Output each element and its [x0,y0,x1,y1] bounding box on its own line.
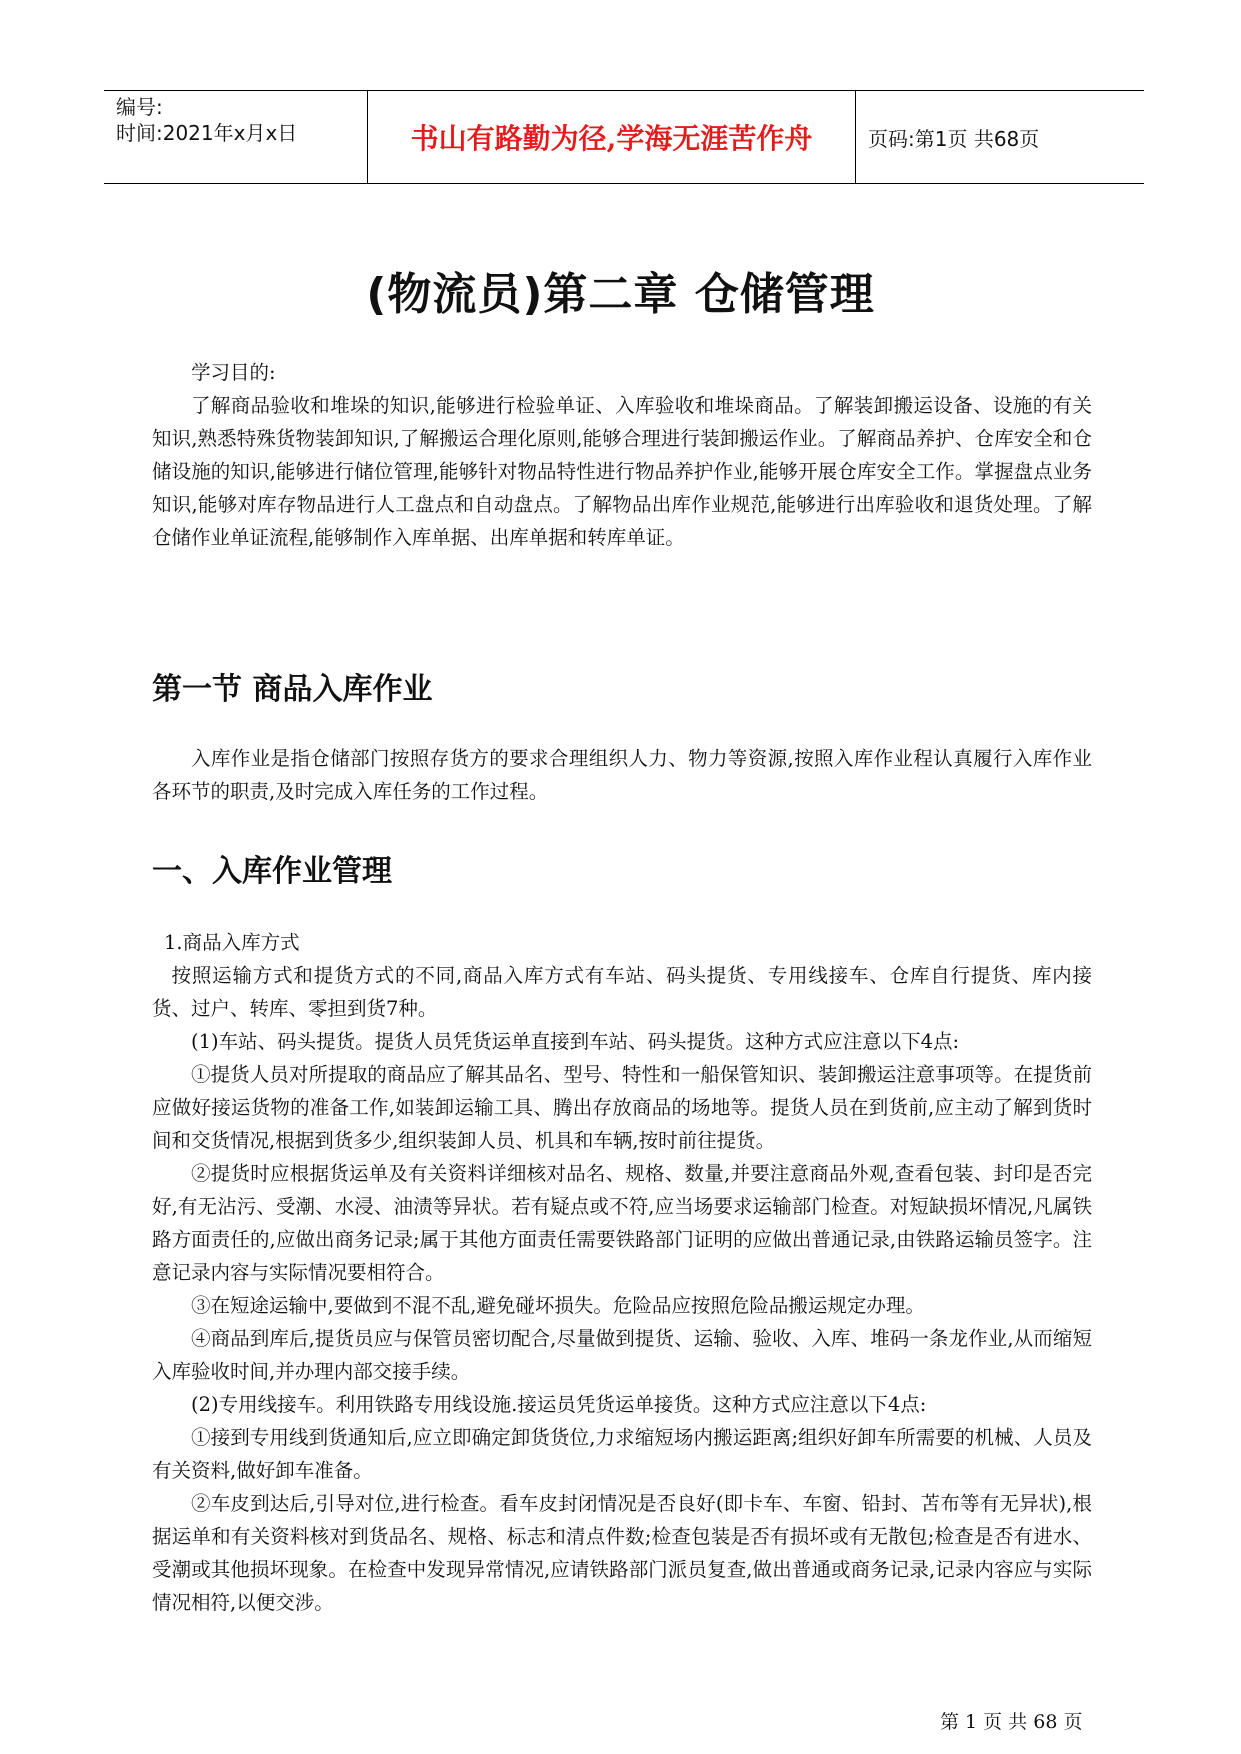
section-intro: 入库作业是指仓储部门按照存货方的要求合理组织人力、物力等资源,按照入库作业程认真履行入库作业各环节的职责,及时完成入库任务的工作过程。 [152,747,1092,803]
section-heading: 第一节 商品入库作业 [152,672,433,707]
paragraph-3: ①提货人员对所提取的商品应了解其品名、型号、特性和一船保管知识、装卸搬运注意事项等。在提货前应做好接运货物的准备工作,如装卸运输工具、腾出存放商品的场地等。提货人员在到货前,应主动了解到货时间和交货情况,根据到货多少,组织装卸人员、机具和车辆,按时前往提货。 [152,1063,1092,1152]
objectives-label: 学习目的: [191,361,276,384]
subsection-heading: 一、入库作业管理 [152,854,392,889]
paragraph-7: (2)专用线接车。利用铁路专用线设施.接运员凭货运单接货。这种方式应注意以下4点: [191,1393,927,1416]
paragraph-2: (1)车站、码头提货。提货人员凭货运单直接到车站、码头提货。这种方式应注意以下4点: [191,1030,960,1053]
paragraph-5: ③在短途运输中,要做到不混不乱,避免碰坏损失。危险品应按照危险品搬运规定办理。 [191,1294,925,1317]
header-meta [104,91,368,183]
section-intro-block [152,742,1092,808]
paragraph-4: ②提货时应根据货运单及有关资料详细核对品名、规格、数量,并要注意商品外观,查看包装、封印是否完好,有无沾污、受潮、水浸、油渍等异状。若有疑点或不符,应当场要求运输部门检查。对短缺损坏情况,凡属铁路方面责任的,应做出商务记录;属于其他方面责任需要铁路部门证明的应做出普通记录,由铁路运输员签字。注意记录内容与实际情况要相符合。 [152,1162,1092,1284]
paragraph-1: 按照运输方式和提货方式的不同,商品入库方式有车站、码头提货、专用线接车、仓库自行提货、库内接货、过户、转库、零担到货7种。 [152,964,1092,1020]
header-page-info: 页码:第1页 共68页 [868,126,1040,151]
header-motto: 书山有路勤为径,学海无涯苦作舟 [368,91,856,183]
paragraph-9: ②车皮到达后,引导对位,进行检查。看车皮封闭情况是否良好(即卡车、车窗、铅封、苫布等有无异状),根据运单和有关资料核对到货品名、规格、标志和清点件数;检查包装是否有损坏或有无散包;检查是否有进水、受潮或其他损坏现象。在检查中发现异常情况,应请铁路部门派员复查,做出普通或商务记录,记录内容应与实际情况相符,以便交涉。 [152,1492,1092,1614]
page-header [104,90,1144,184]
objectives-text: 了解商品验收和堆垛的知识,能够进行检验单证、入库验收和堆垛商品。了解装卸搬运设备、设施的有关知识,熟悉特殊货物装卸知识,了解搬运合理化原则,能够合理进行装卸搬运作业。了解商品养护、仓库安全和仓储设施的知识,能够进行储位管理,能够针对物品特性进行物品养护作业,能够开展仓库安全工作。掌握盘点业务知识,能够对库存物品进行人工盘点和自动盘点。了解物品出库作业规范,能够进行出库验收和退货处理。了解仓储作业单证流程,能够制作入库单据、出库单据和转库单证。 [152,394,1092,549]
number-label: 编号: [116,95,163,119]
document-title: (物流员)第二章 仓储管理 [366,269,875,320]
item-title: 1.商品入库方式 [164,931,300,954]
paragraph-6: ④商品到库后,提货员应与保管员密切配合,尽量做到提货、运输、验收、入库、堆码一条龙作业,从而缩短入库验收时间,并办理内部交接手续。 [152,1327,1092,1383]
objectives-block [152,356,1092,554]
paragraph-8: ①接到专用线到货通知后,应立即确定卸货货位,力求缩短场内搬运距离;组织好卸车所需要的机械、人员及有关资料,做好卸车准备。 [152,1426,1092,1482]
page-footer: 第 1 页 共 68 页 [940,1711,1083,1733]
subsection-body [152,926,1092,1619]
time-label: 时间:2021年x月x日 [116,121,298,145]
